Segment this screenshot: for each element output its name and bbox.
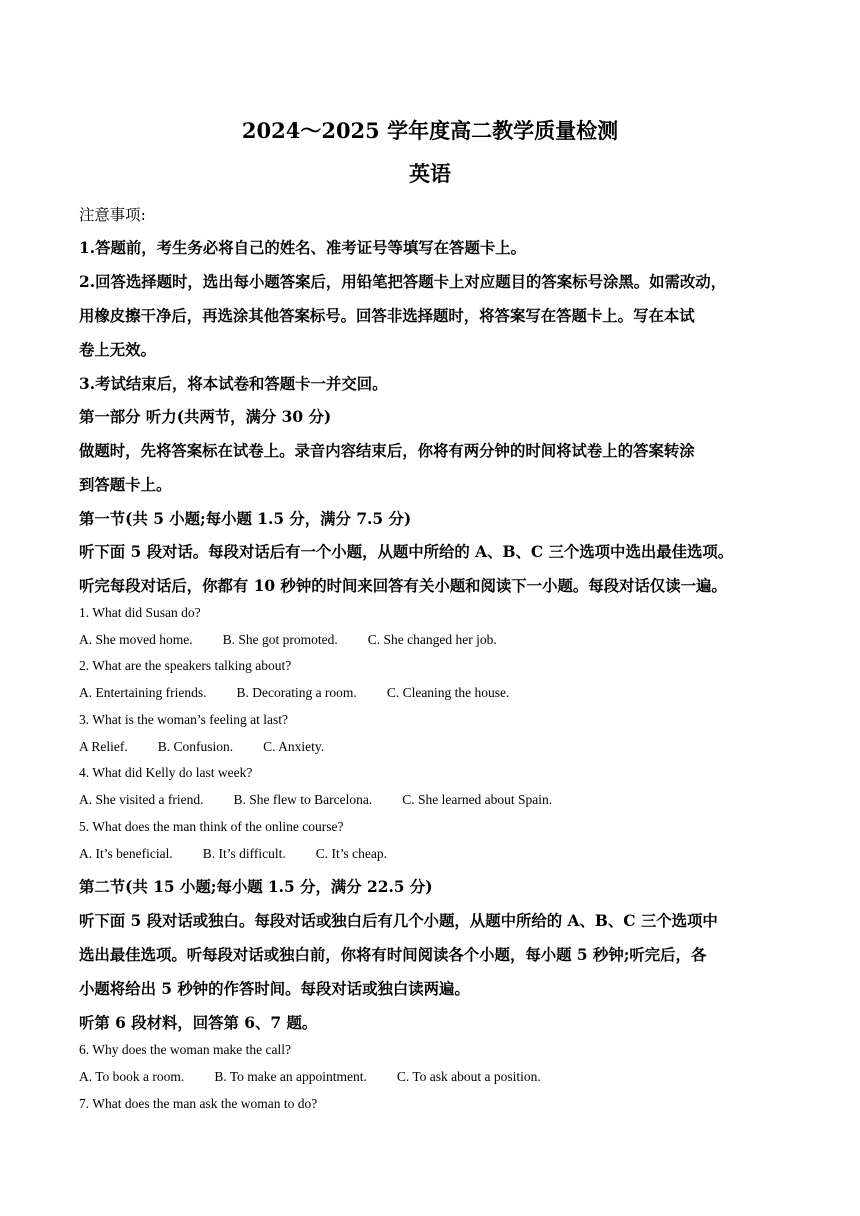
material-heading: 听第 6 段材料，回答第 6、7 题。: [79, 1014, 318, 1032]
question-options: [79, 685, 509, 701]
question-options: [79, 846, 387, 862]
question-options: [79, 792, 552, 808]
notice-heading: 注意事项:: [79, 206, 146, 224]
question-options: [79, 739, 324, 755]
notice-item: 用橡皮擦干净后，再选涂其他答案标号。回答非选择题时，将答案写在答题卡上。写在本试: [79, 307, 695, 325]
option-c: C. Cleaning the house.: [386, 685, 510, 700]
option-c: C. Anxiety.: [263, 739, 325, 754]
section2-intro-line: 听下面 5 段对话或独白。每段对话或独白后有几个小题，从题中所给的 A、B、C 三个选项中: [79, 912, 718, 930]
option-b: B. It’s difficult.: [202, 846, 286, 861]
question-options: [79, 1069, 541, 1085]
option-a: A. To book a room.: [79, 1069, 185, 1084]
section2-intro-line: 小题将给出 5 秒钟的作答时间。每段对话或独白读两遍。: [79, 980, 470, 998]
option-c: C. To ask about a position.: [396, 1069, 541, 1084]
question-text: 2. What are the speakers talking about?: [79, 658, 292, 673]
notice-item: 卷上无效。: [79, 341, 156, 359]
question-text: 5. What does the man think of the online course?: [79, 819, 344, 834]
option-b: B. Confusion.: [157, 739, 234, 754]
part1-heading: 第一部分 听力(共两节，满分 30 分): [79, 408, 332, 426]
question-text: 7. What does the man ask the woman to do?: [79, 1096, 318, 1111]
question-text: 4. What did Kelly do last week?: [79, 765, 253, 780]
section2-intro-line: 选出最佳选项。听每段对话或独白前，你将有时间阅读各个小题，每小题 5 秒钟;听完后，各: [79, 946, 707, 964]
option-b: B. To make an appointment.: [214, 1069, 367, 1084]
section1-heading: 第一节(共 5 小题;每小题 1.5 分，满分 7.5 分): [79, 510, 412, 528]
option-a: A. It’s beneficial.: [79, 846, 173, 861]
option-c: C. She learned about Spain.: [402, 792, 553, 807]
option-a: A. Entertaining friends.: [79, 685, 207, 700]
option-b: B. She flew to Barcelona.: [233, 792, 373, 807]
notice-item: 2.回答选择题时，选出每小题答案后，用铅笔把答题卡上对应题目的答案标号涂黑。如需改动，: [79, 273, 727, 291]
section1-intro-line: 听下面 5 段对话。每段对话后有一个小题，从题中所给的 A、B、C 三个选项中选出最佳选项。: [79, 543, 734, 561]
option-b: B. She got promoted.: [222, 632, 338, 647]
subject-title: 英语: [409, 161, 451, 186]
option-a: A. She moved home.: [79, 632, 193, 647]
question-options: [79, 632, 497, 648]
option-a: A. She visited a friend.: [79, 792, 204, 807]
question-text: 3. What is the woman’s feeling at last?: [79, 712, 288, 727]
part1-intro-line: 做题时，先将答案标在试卷上。录音内容结束后，你将有两分钟的时间将试卷上的答案转涂: [79, 442, 695, 460]
option-a: A Relief.: [79, 739, 128, 754]
part1-intro-line: 到答题卡上。: [79, 476, 172, 494]
option-c: C. She changed her job.: [367, 632, 497, 647]
notice-item: 1.答题前，考生务必将自己的姓名、准考证号等填写在答题卡上。: [79, 239, 527, 257]
question-text: 1. What did Susan do?: [79, 605, 201, 620]
section1-intro-line: 听完每段对话后，你都有 10 秒钟的时间来回答有关小题和阅读下一小题。每段对话仅读一遍。: [79, 577, 727, 595]
option-b: B. Decorating a room.: [236, 685, 357, 700]
section2-heading: 第二节(共 15 小题;每小题 1.5 分，满分 22.5 分): [79, 878, 433, 896]
notice-item: 3.考试结束后，将本试卷和答题卡一并交回。: [79, 375, 388, 393]
option-c: C. It’s cheap.: [315, 846, 387, 861]
exam-title: 2024～2025 学年度高二教学质量检测: [241, 118, 619, 143]
question-text: 6. Why does the woman make the call?: [79, 1042, 291, 1057]
